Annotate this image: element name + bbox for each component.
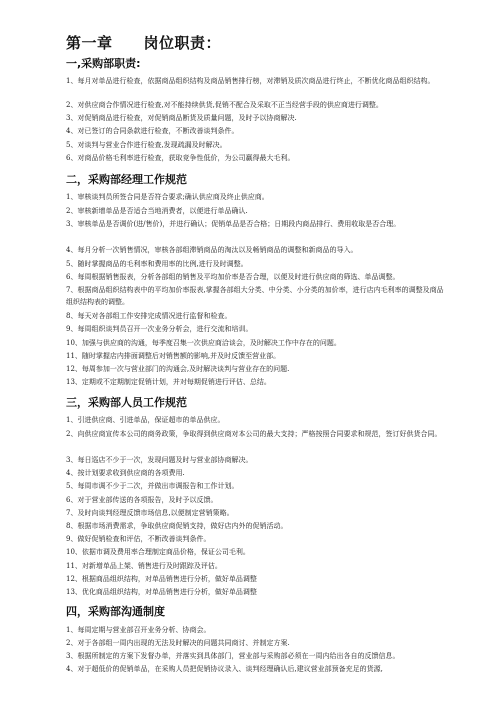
list-item: 3、审核单品是否调价(进/售价)，并进行确认；促销单品是否合格；日期段内商品排行、费用收取是否合理。 (66, 220, 401, 228)
list-item: 9、做好促销检查和评估，不断改善谈判条件。 (66, 535, 211, 543)
list-item: 11、随时掌握店内排面调整后对销售额的影响,并及时反馈至营业部。 (66, 352, 281, 360)
list-item: 8、根据市场消费需求，争取供应商促销支持，做好店内外的促销活动。 (66, 522, 288, 530)
list-item: 3、每日巡店不少于一次，发现问题及时与营业部协商解决。 (66, 456, 253, 464)
list-item: 11、对新增单品上架、销售进行及时跟踪及评估。 (66, 562, 222, 570)
list-item: 4、对已签订的合同条款进行检查，不断改善谈判条件。 (66, 127, 239, 135)
list-item: 1、每月对单品进行检查，依据商品组织结构及商品销售排行榜，对滞销及质次商品进行终止，不断优化商品组织结构。 (66, 77, 435, 85)
list-item: 8、每天对各部组工作安排完成情况进行监督和检查。 (66, 312, 232, 320)
list-item: 12、每周参加一次与营业部门的沟通会,及时解决谈判与营业存在的问题. (66, 365, 290, 373)
list-item: 2、审核新增单品是否适合当地消费者，以便进行单品确认. (66, 207, 248, 215)
list-item: 5、每周市调不少于二次，并做出市调报告和工作计划。 (66, 482, 239, 490)
chapter-title: 第一章 岗位职责： (66, 34, 222, 52)
list-item: 4、按计划要求收到供应商的各项费用. (66, 469, 185, 477)
list-item: 4、每月分析一次销售情况，审核各部组滞销商品的淘汰以及畅销商品的调整和新商品的导入。 (66, 246, 358, 254)
list-item: 1、引进供应商、引进单品，保证超市的单品供应。 (66, 416, 225, 424)
list-item: 13、优化商品组织结构，对单品销售进行分析，做好单品调整 (66, 588, 257, 596)
section-title: 二，采购部经理工作规范 (66, 173, 187, 186)
section-title: 一,采购部职责: (66, 57, 141, 70)
list-item: 2、对供应商合作情况进行检查,对不能持续供货,促销不配合及采取不正当经营手段的供应商进行调整。 (66, 101, 383, 109)
section-title: 四，采购部沟通制度 (66, 605, 165, 618)
list-item: 3、根据所制定的方案下发督办单，并落实到具体部门，营业部与采购部必须在一周内给出各自的反馈信息。 (66, 652, 400, 660)
list-item: 7、根据商品组织结构表中的平均加价率报表,掌握各部组大分类、中分类、小分类的加价率，进行店内毛利率的调整及商品组织结构表的调整。 (66, 286, 444, 306)
list-item: 5、对谈判与营业合作进行检查,发现疏漏及时解决。 (66, 141, 227, 149)
list-item: 10、加强与供应商的沟通，每季度召集一次供应商洽谈会，及时解决工作中存在的问题。 (66, 339, 341, 347)
list-item: 6、对于营业部传送的各项报告，及时予以反馈。 (66, 496, 218, 504)
list-item: 6、对商品价格毛利率进行检查，获取竞争性低价，为公司赢得最大毛利。 (66, 154, 295, 162)
list-item: 2、向供应商宣传本公司的商务政策，争取得到供应商对本公司的最大支持；严格按照合同要求和规范，签订好供货合同。 (66, 430, 442, 438)
list-item: 2、对于各部组一周内出现的无法及时解决的问题共同商讨、并制定方案. (66, 639, 290, 647)
list-item: 5、随时掌握商品的毛利率和费用率的比例,进行及时调整。 (66, 260, 248, 268)
section-title: 三，采购部人员工作规范 (66, 396, 187, 409)
list-item: 6、每周根据销售报表，分析各部组的销售及平均加价率是否合理，以便及时进行供应商的筛选、单品调整。 (66, 273, 400, 281)
list-item: 3、对促销商品进行检查，对促销商品断货及质量问题，及时予以协商解决. (66, 114, 297, 122)
list-item: 9、每周组织谈判员召开一次业务分析会，进行交流和培训。 (66, 325, 253, 333)
list-item: 4、对于超低价的促销单品，在采购人员把促销协议录入、谈判经理确认后,建议营业部预备充足的货源, (66, 665, 383, 673)
list-item: 10、依据市调及费用率合理制定商品价格，保证公司毛利。 (66, 548, 250, 556)
list-item: 1、每周定期与营业部召开业务分析、协商会。 (66, 626, 211, 634)
list-item: 13、定期或不定期制定促销计划，并对每期促销进行评估、总结。 (66, 378, 271, 386)
list-item: 1、审核谈判员所签合同是否符合要求;确认供应商及终止供应商。 (66, 193, 269, 201)
list-item: 7、及时向谈判经理反馈市场信息,以便制定营销策略。 (66, 509, 234, 517)
list-item: 12、根据商品组织结构，对单品销售进行分析，做好单品调整 (66, 575, 257, 583)
